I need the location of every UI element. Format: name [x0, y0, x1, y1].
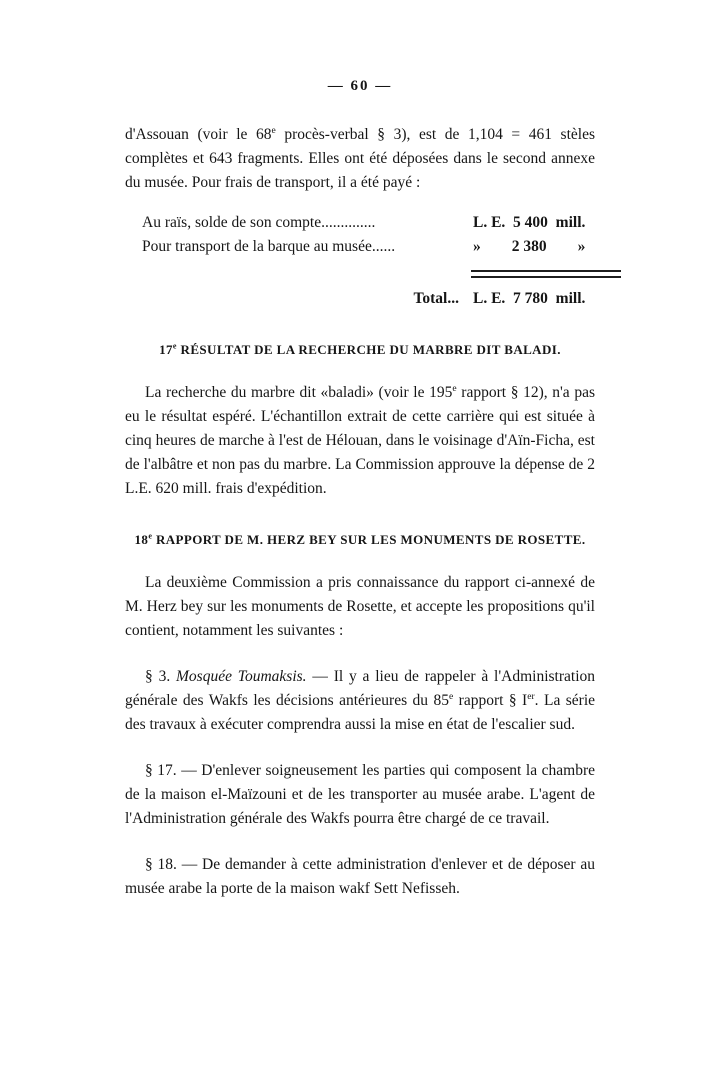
total-row: [142, 287, 621, 311]
total-double-rule: [471, 270, 621, 278]
account-row: [142, 211, 621, 235]
account-amount: » 2 380 »: [473, 238, 586, 255]
total-label: Total...: [413, 290, 459, 307]
section-18-paragraph-17: § 17. — D'enlever soigneusement les parties qui composent la chambre de la maison el-Maïzouni et de les transporter au musée arabe. L'agent de l'Administration générale des Wakfs pourra être chargé de ce travail.: [125, 762, 595, 827]
section-18-paragraph-18: § 18. — De demander à cette administration d'enlever et de déposer au musée arabe la porte de la maison wakf Sett Nefisseh.: [125, 856, 595, 897]
account-label: Pour transport de la barque au musée......: [142, 238, 396, 255]
account-amount: L. E. 5 400 mill.: [473, 214, 586, 231]
section-17-heading: 17e RÉSULTAT DE LA RECHERCHE DU MARBRE DIT BALADI.: [159, 341, 561, 357]
section-17-paragraph: La recherche du marbre dit «baladi» (voir le 195e rapport § 12), n'a pas eu le résultat espéré. L'échantillon extrait de cette carrière qui est située à cinq heures de marche à l'est de Hélouan, dans le voisinage d'Aïn-Ficha, est de l'albâtre et non pas du marbre. La Commission approuve la dépense de 2 L.E. 620 mill. frais d'expédition.: [125, 382, 595, 497]
account-label: Au raïs, solde de son compte..............: [142, 214, 376, 231]
total-amount: L. E. 7 780 mill.: [473, 290, 586, 307]
section-18-heading: 18e RAPPORT DE M. HERZ BEY SUR LES MONUMENTS DE ROSETTE.: [134, 531, 586, 547]
text-block: [125, 123, 595, 901]
account-row: [142, 235, 621, 259]
account-table: [142, 211, 621, 311]
section-18-intro-paragraph: La deuxième Commission a pris connaissance du rapport ci-annexé de M. Herz bey sur les monuments de Rosette, et accepte les propositions qu'il contient, notamment les suivantes :: [125, 574, 595, 639]
paragraph-intro: d'Assouan (voir le 68e procès-verbal § 3), est de 1,104 = 461 stèles complètes et 643 fragments. Elles ont été déposées dans le second annexe du musée. Pour frais de transport, il a été payé :: [125, 124, 595, 191]
section-18-paragraph-3: § 3. Mosquée Toumaksis. — Il y a lieu de rappeler à l'Administration générale des Wakfs les décisions antérieures du 85e rapport § Ier. La série des travaux à exécuter comprendra aussi la mise en état de l'escalier sud.: [125, 668, 596, 733]
page-number: — 60 —: [327, 78, 393, 94]
